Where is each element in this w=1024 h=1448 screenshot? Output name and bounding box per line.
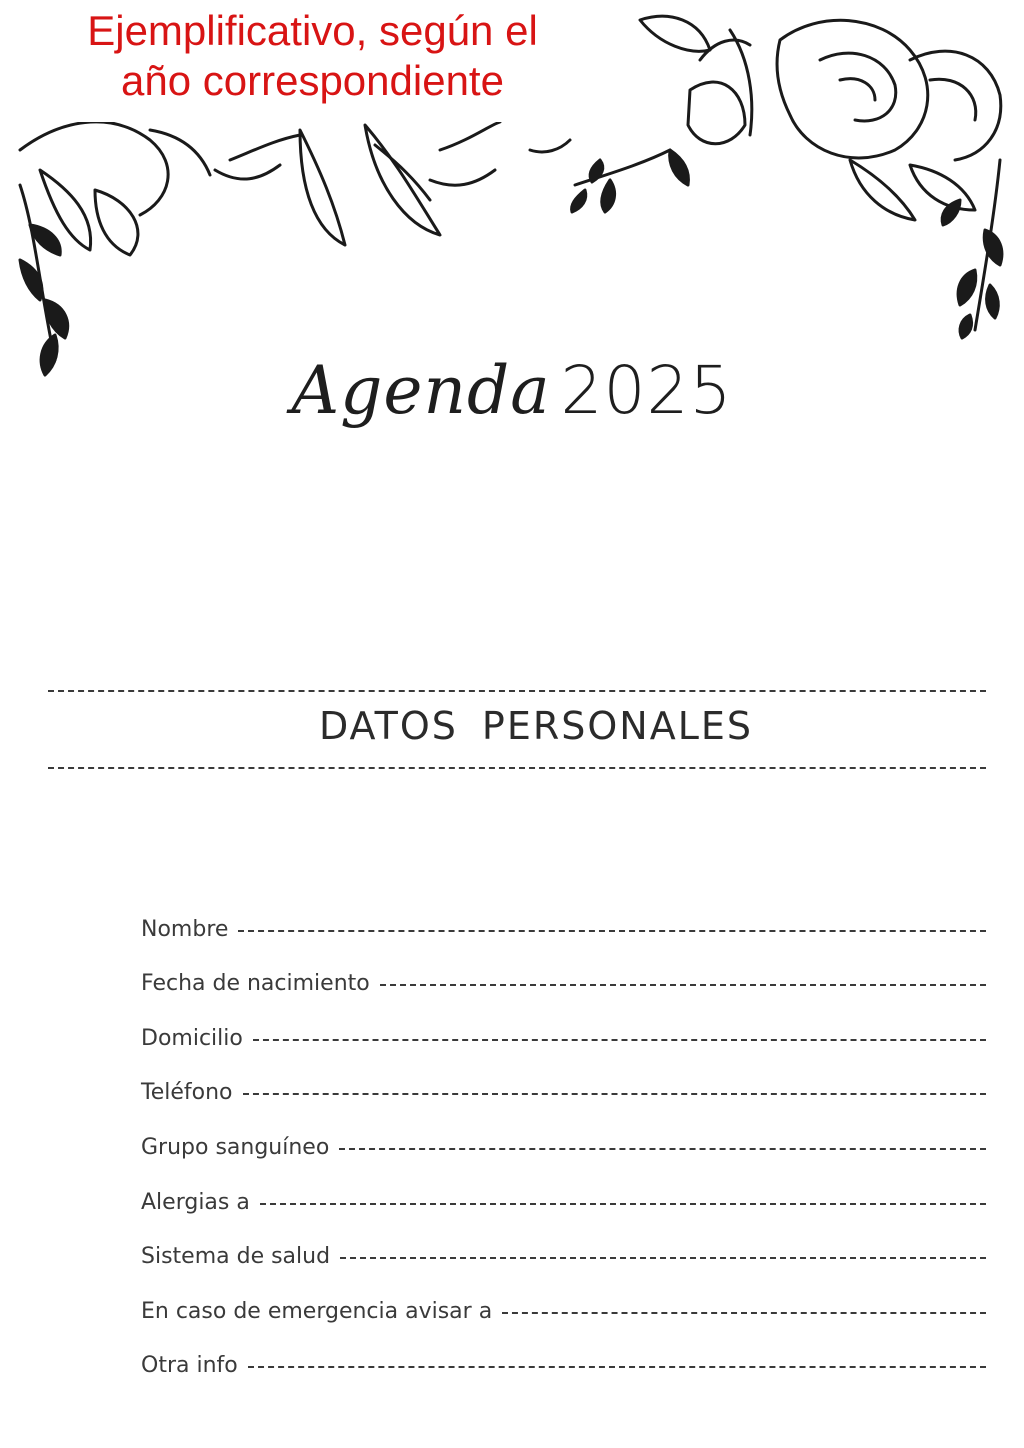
title-year: 2025 (560, 352, 733, 429)
section-heading: DATOS PERSONALES (318, 704, 754, 748)
bottom-divider (48, 767, 986, 769)
personal-data-form (141, 891, 986, 1382)
field-blood-type (141, 1109, 986, 1164)
field-write-line[interactable] (248, 1366, 986, 1368)
field-write-line[interactable] (502, 1312, 986, 1314)
field-phone (141, 1055, 986, 1110)
field-label: Domicilio (141, 1025, 243, 1051)
field-other-info (141, 1328, 986, 1383)
field-name (141, 891, 986, 946)
field-birthdate (141, 946, 986, 1001)
field-label: Otra info (141, 1353, 238, 1379)
page-title (0, 352, 1024, 429)
field-label: En caso de emergencia avisar a (141, 1298, 493, 1324)
field-label: Sistema de salud (141, 1244, 331, 1270)
field-write-line[interactable] (253, 1039, 986, 1041)
notice-line-1: Ejemplificativo, según el (87, 7, 538, 54)
field-address (141, 1000, 986, 1055)
field-label: Grupo sanguíneo (141, 1134, 330, 1160)
field-label: Teléfono (141, 1080, 233, 1106)
field-label: Alergias a (141, 1189, 250, 1215)
field-write-line[interactable] (260, 1203, 986, 1205)
field-write-line[interactable] (238, 930, 986, 932)
sample-notice (0, 0, 625, 122)
title-word: Agenda (291, 352, 551, 429)
field-health-system (141, 1219, 986, 1274)
field-write-line[interactable] (243, 1093, 987, 1095)
field-write-line[interactable] (340, 1257, 986, 1259)
field-emergency-contact (141, 1273, 986, 1328)
top-divider (48, 690, 986, 692)
field-write-line[interactable] (339, 1148, 986, 1150)
field-label: Nombre (141, 916, 229, 942)
field-label: Fecha de nacimiento (141, 971, 370, 997)
field-write-line[interactable] (380, 984, 986, 986)
notice-line-2: año correspondiente (121, 57, 504, 104)
field-allergies (141, 1164, 986, 1219)
